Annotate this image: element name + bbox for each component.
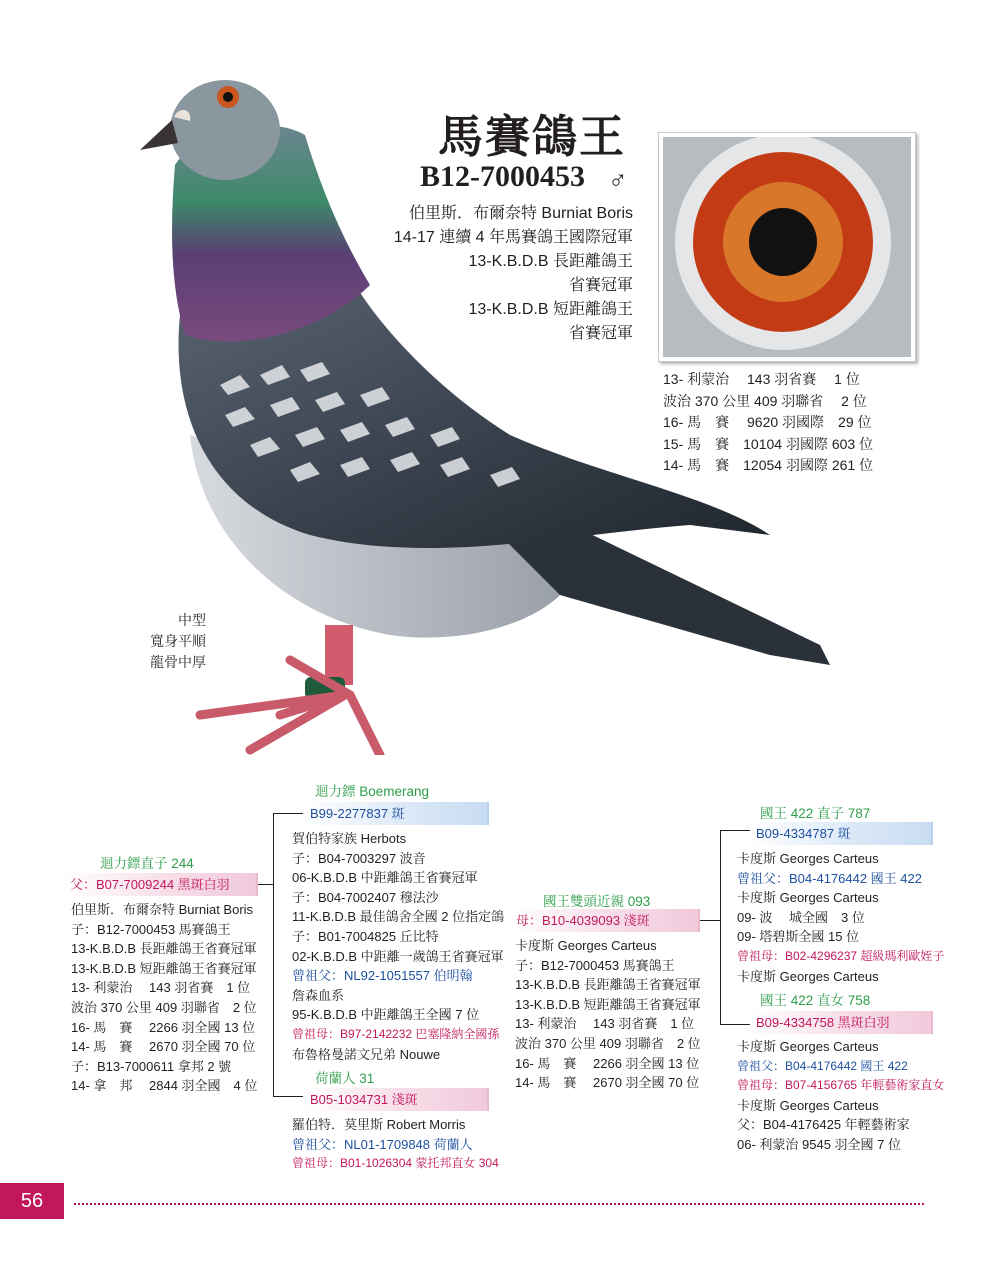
connector-line (273, 1096, 303, 1097)
header-line: 14-17 連續 4 年馬賽鴿王國際冠軍 (393, 229, 633, 246)
page-title: 馬賽鴿王 (438, 110, 627, 163)
sire-ring: 父：B07-7009244 黑斑白羽 (64, 873, 258, 896)
connector-line (258, 884, 273, 885)
header-line: 13-K.B.D.B 短距離鴿王 (468, 301, 633, 318)
info-line: 02-K.B.D.B 中距離一歲鴿王省賽冠軍 (292, 948, 504, 964)
result-row: 15- 馬 賽 10104 羽國際 603 位 (663, 435, 874, 452)
info-line: 羅伯特．莫里斯 Robert Morris (292, 1117, 466, 1132)
info-line: 06- 利蒙治 9545 羽全國 7 位 (737, 1136, 901, 1152)
footer-dotted-rule (74, 1203, 924, 1205)
result-row: 13- 利蒙治 143 羽省賽 1 位 (663, 371, 860, 387)
info-line: 波治 370 公里 409 羽聯省 2 位 (71, 999, 257, 1015)
info-line: 子：B13-7000611 拿邦 2 號 (71, 1058, 232, 1074)
page-number: 56 (20, 1190, 44, 1212)
info-line: 13- 利蒙治 143 羽省賽 1 位 (515, 1016, 695, 1032)
info-line: 父：B04-4176425 年輕藝術家 (737, 1117, 910, 1133)
info-line: 13-K.B.D.B 短距離鴿王省賽冠軍 (71, 960, 257, 976)
dam-title: 國王雙頭近親 093 (543, 894, 651, 909)
dam-dam-title: 國王 422 直女 758 (760, 993, 871, 1008)
dam-sire-ring: B09-4334787 斑 (750, 822, 933, 845)
dam-sire-title: 國王 422 直子 787 (760, 806, 871, 821)
ring-number: B12-7000453 (420, 160, 585, 193)
info-line: 子：B04-7002407 穆法沙 (292, 889, 439, 905)
info-line: 16- 馬 賽 2266 羽全國 13 位 (515, 1055, 700, 1071)
sire-dam-ring: B05-1034731 淺斑 (304, 1088, 489, 1111)
sire-sire-info (292, 829, 504, 1064)
info-line: 賀伯特家族 Herbots (292, 831, 407, 846)
info-line: 14- 馬 賽 2670 羽全國 70 位 (71, 1039, 256, 1055)
info-line: 16- 馬 賽 2266 羽全國 13 位 (71, 1019, 256, 1035)
sire-info (71, 900, 257, 1096)
info-line: 09- 波 城全國 3 位 (737, 909, 865, 925)
connector-line (720, 830, 750, 831)
body-note: 寬身平順 (150, 633, 206, 649)
info-line: 11-K.B.D.B 最佳鴿舍全國 2 位指定鴿 (292, 909, 505, 925)
dam-dam-ring: B09-4334758 黑斑白羽 (750, 1011, 933, 1034)
info-line: 09- 塔碧斯全國 15 位 (737, 929, 860, 945)
great-grandsire: 曾祖父：NL92-1051557 伯明翰 (292, 968, 473, 984)
info-line: 子：B12-7000453 馬賽鴿王 (515, 957, 675, 973)
info-line: 子：B04-7003297 波音 (292, 850, 426, 866)
info-line: 布魯格曼諾文兄弟 Nouwe (292, 1046, 441, 1062)
body-notes (140, 610, 206, 673)
great-grandsire: 曾祖父：B04-4176442 國王 422 (737, 1058, 908, 1073)
info-line: 卡度斯 Georges Carteus (515, 938, 657, 953)
sire-sire-title: 迴力鏢 Boemerang (315, 784, 430, 799)
sire-sire-ring: B99-2277837 斑 (304, 802, 489, 825)
info-line: 14- 馬 賽 2670 羽全國 70 位 (515, 1075, 700, 1091)
connector-line (720, 830, 721, 1025)
result-row: 14- 馬 賽 12054 羽國際 261 位 (663, 457, 874, 473)
info-line: 詹森血系 (292, 987, 345, 1003)
info-line: 波治 370 公里 409 羽聯省 2 位 (515, 1035, 701, 1051)
info-line: 卡度斯 Georges Carteus (737, 1039, 879, 1054)
great-granddam: 曾祖母：B02-4296237 超級瑪利歐姪子 (737, 948, 945, 963)
race-results (663, 369, 873, 477)
info-line: 14- 拿 邦 2844 羽全國 4 位 (71, 1078, 258, 1094)
page-number-badge (0, 1183, 64, 1219)
dam-ring: 母：B10-4039093 淺斑 (510, 909, 700, 932)
sire-title: 迴力鏢直子 244 (100, 856, 194, 871)
eye-photo (658, 132, 916, 362)
info-line: 13-K.B.D.B 長距離鴿王省賽冠軍 (71, 941, 257, 957)
sire-dam-title: 荷蘭人 31 (315, 1071, 375, 1086)
info-line: 06-K.B.D.B 中距離鴿王省賽冠軍 (292, 870, 478, 886)
info-line: 卡度斯 Georges Carteus (737, 890, 879, 906)
info-line: 卡度斯 Georges Carteus (737, 1097, 879, 1113)
great-grandsire: 曾祖父：B04-4176442 國王 422 (737, 870, 922, 886)
header-line: 省賽冠軍 (568, 277, 633, 294)
header-line: 13-K.B.D.B 長距離鴿王 (468, 253, 633, 270)
connector-line (273, 813, 274, 1097)
info-line: 子：B01-7004825 丘比特 (292, 928, 439, 944)
dam-dam-info (737, 1037, 944, 1155)
result-row: 波治 370 公里 409 羽聯省 2 位 (663, 392, 867, 409)
body-note: 中型 (178, 612, 206, 628)
info-line: 卡度斯 Georges Carteus (737, 968, 879, 984)
connector-line (273, 813, 303, 814)
sire-dam-info (292, 1115, 499, 1174)
info-line: 子：B12-7000453 馬賽鴿王 (71, 921, 231, 937)
great-granddam: 曾祖母：B07-4156765 年輕藝術家直女 (737, 1078, 945, 1093)
great-grandsire: 曾祖父：NL01-1709848 荷蘭人 (292, 1136, 473, 1152)
header-line: 省賽冠軍 (568, 325, 633, 342)
connector-line (720, 1024, 750, 1025)
great-granddam: 曾祖母：B97-2142232 巴塞隆納全國孫 (292, 1026, 500, 1041)
connector-line (700, 920, 720, 921)
breeder-line: 伯里斯．布爾奈特 Burniat Boris (408, 205, 633, 222)
dam-info (515, 936, 701, 1093)
body-note: 龍骨中厚 (150, 654, 206, 670)
info-line: 13-K.B.D.B 長距離鴿王省賽冠軍 (515, 977, 701, 993)
dam-sire-info (737, 849, 944, 986)
info-line: 13-K.B.D.B 短距離鴿王省賽冠軍 (515, 996, 701, 1012)
info-line: 95-K.B.D.B 中距離鴿王全國 7 位 (292, 1007, 480, 1023)
header-info (370, 202, 633, 346)
info-line: 13- 利蒙治 143 羽省賽 1 位 (71, 980, 251, 996)
info-line: 伯里斯．布爾奈特 Burniat Boris (71, 902, 254, 917)
male-sex-icon: ♂ (608, 164, 628, 194)
result-row: 16- 馬 賽 9620 羽國際 29 位 (663, 414, 872, 430)
info-line: 卡度斯 Georges Carteus (737, 851, 879, 866)
great-granddam: 曾祖母：B01-1026304 蒙托邦直女 304 (292, 1156, 499, 1171)
